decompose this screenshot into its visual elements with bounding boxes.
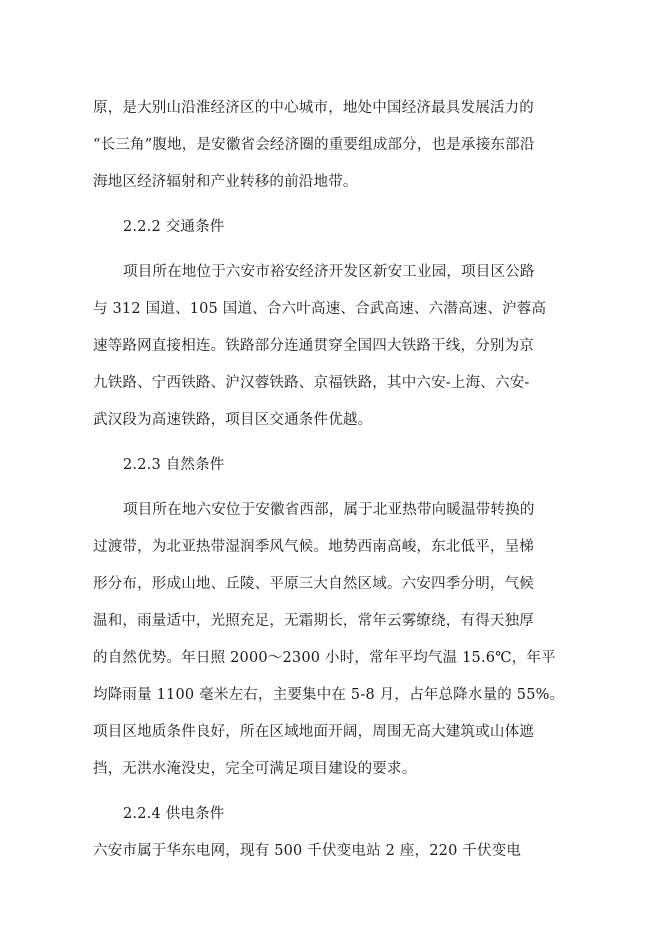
paragraph-1-line-1: 原，是大别山沿淮经济区的中心城市，地处中国经济最具发展活力的 (93, 100, 534, 116)
section-heading-nature: 2.2.3 自然条件 (123, 457, 225, 473)
paragraph-1-line-3: 海地区经济辐射和产业转移的前沿地带。 (93, 174, 358, 190)
traffic-line-1: 项目所在地位于六安市裕安经济开发区新安工业园，项目区公路 (123, 264, 535, 280)
nature-line-3: 形分布，形成山地、丘陵、平原三大自然区域。六安四季分明，气候 (93, 576, 534, 592)
nature-line-2: 过渡带，为北亚热带湿润季风气候。地势西南高峻，东北低平，呈梯 (93, 539, 534, 555)
paragraph-1-line-2: “长三角”腹地，是安徽省会经济圈的重要组成部分，也是承接东部沿 (93, 137, 535, 153)
traffic-line-4: 九铁路、宁西铁路、沪汉蓉铁路、京福铁路，其中六安-上海、六安- (93, 375, 530, 391)
section-heading-power: 2.2.4 供电条件 (123, 806, 225, 822)
section-heading-traffic: 2.2.2 交通条件 (123, 219, 225, 235)
nature-line-6: 均降雨量 1100 毫米左右，主要集中在 5-8 月，占年总降水量的 55%。 (93, 687, 565, 703)
traffic-line-3: 速等路网直接相连。铁路部分连通贯穿全国四大铁路干线，分别为京 (93, 338, 534, 354)
nature-line-8: 挡，无洪水淹没史，完全可满足项目建设的要求。 (93, 761, 417, 777)
traffic-line-2: 与 312 国道、105 国道、合六叶高速、合武高速、六潜高速、沪蓉高 (93, 301, 547, 317)
nature-line-5: 的自然优势。年日照 2000～2300 小时，常年平均气温 15.6℃，年平 (93, 650, 556, 666)
nature-line-4: 温和，雨量适中，光照充足，无霜期长，常年云雾缭绕，有得天独厚 (93, 613, 534, 629)
power-line-1: 六安市属于华东电网，现有 500 千伏变电站 2 座，220 千伏变电 (93, 843, 522, 859)
traffic-line-5: 武汉段为高速铁路，项目区交通条件优越。 (93, 412, 373, 428)
nature-line-7: 项目区地质条件良好，所在区域地面开阔，周围无高大建筑或山体遮 (93, 724, 534, 740)
nature-line-1: 项目所在地六安位于安徽省西部，属于北亚热带向暖温带转换的 (123, 502, 535, 518)
